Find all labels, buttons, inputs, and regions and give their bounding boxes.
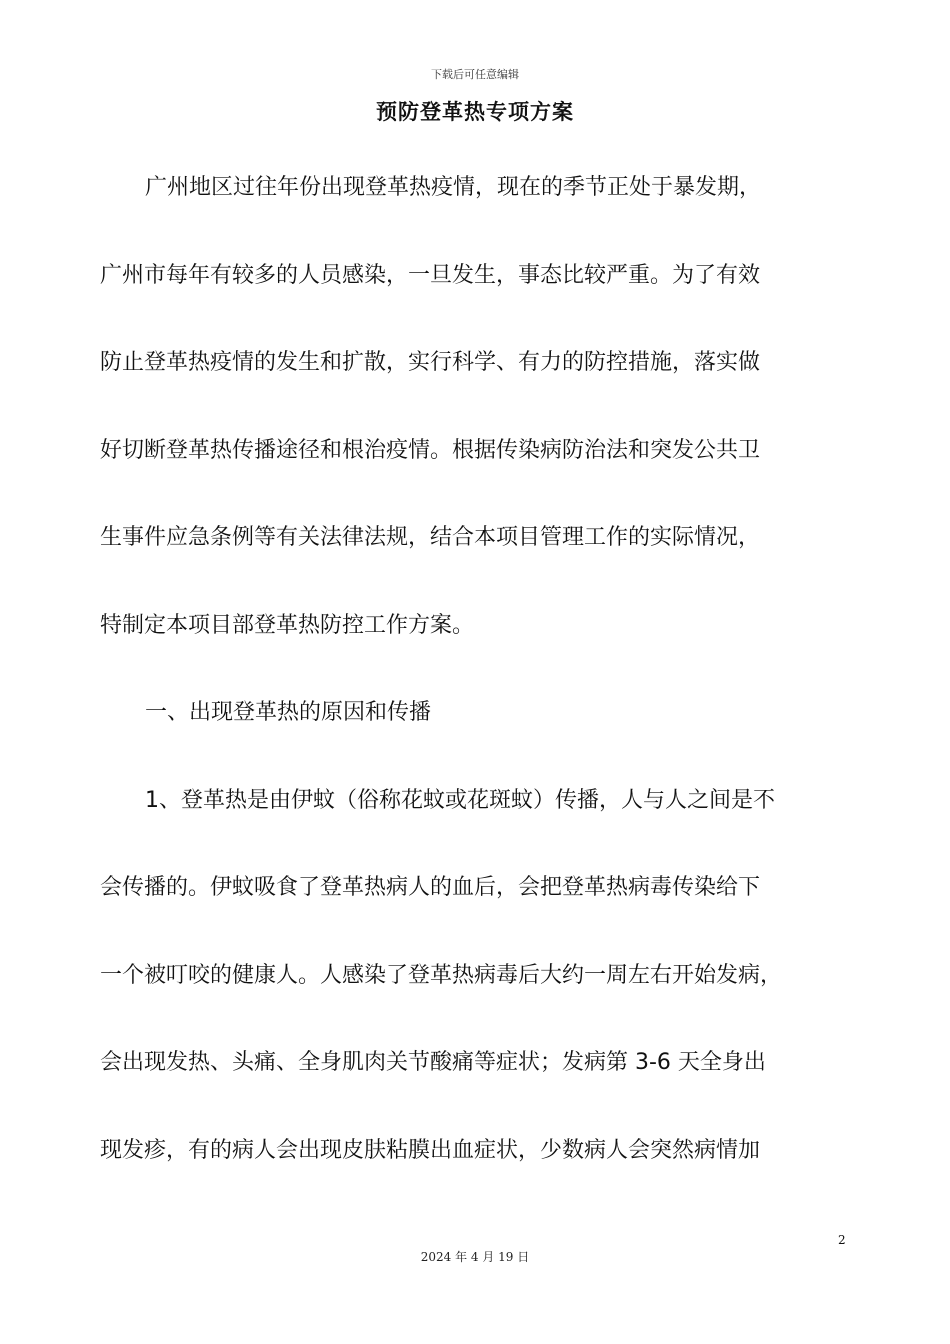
paragraph-line: 广州地区过往年份出现登革热疫情，现在的季节正处于暴发期， xyxy=(145,175,762,200)
section-heading: 一、出现登革热的原因和传播 xyxy=(145,700,432,725)
footer-date: 2024 年 4 月 19 日 xyxy=(420,1250,530,1264)
paragraph-line: 1、登革热是由伊蚊（俗称花蚊或花斑蚊）传播，人与人之间是不 xyxy=(145,787,775,813)
paragraph-line: 生事件应急条例等有关法律法规，结合本项目管理工作的实际情况， xyxy=(100,525,761,550)
paragraph-line: 防止登革热疫情的发生和扩散，实行科学、有力的防控措施，落实做 xyxy=(100,350,761,375)
paragraph-line: 广州市每年有较多的人员感染，一旦发生，事态比较严重。为了有效 xyxy=(100,262,761,288)
paragraph-line: 会传播的。伊蚊吸食了登革热病人的血后，会把登革热病毒传染给下 xyxy=(100,875,761,900)
header-note: 下载后可任意编辑 xyxy=(431,68,519,81)
page-number: 2 xyxy=(838,1233,846,1247)
document-title: 预防登革热专项方案 xyxy=(376,100,574,124)
paragraph-line: 特制定本项目部登革热防控工作方案。 xyxy=(100,612,475,638)
paragraph-line: 好切断登革热传播途径和根治疫情。根据传染病防治法和突发公共卫 xyxy=(100,437,761,463)
paragraph-line: 现发疹，有的病人会出现皮肤粘膜出血症状，少数病人会突然病情加 xyxy=(100,1137,761,1163)
paragraph-line: 会出现发热、头痛、全身肌肉关节酸痛等症状；发病第 3-6 天全身出 xyxy=(100,1050,766,1075)
paragraph-line: 一个被叮咬的健康人。人感染了登革热病毒后大约一周左右开始发病， xyxy=(100,962,783,988)
document-body xyxy=(100,144,850,1194)
